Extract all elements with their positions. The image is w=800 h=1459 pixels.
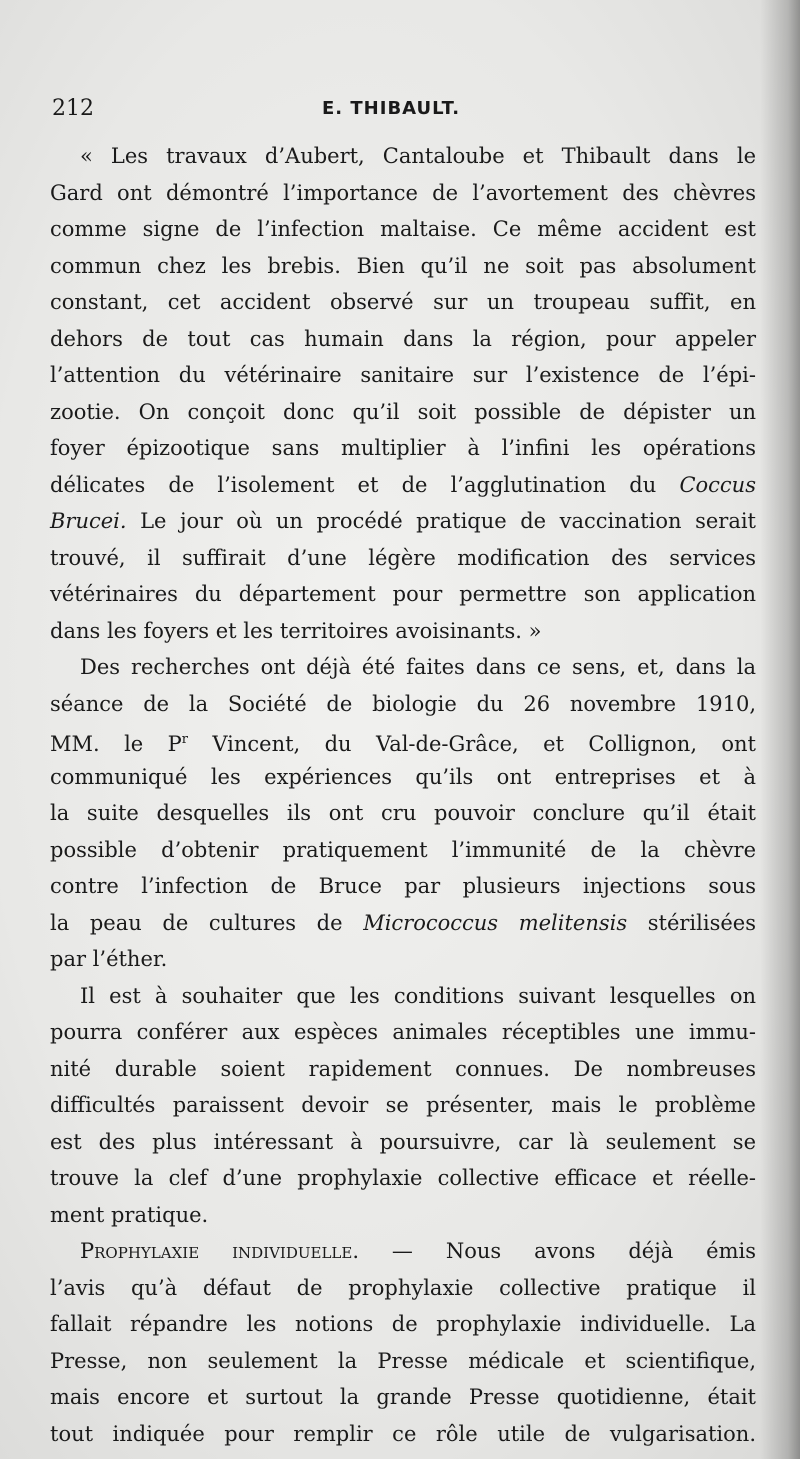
text-line: possible d’obtenir pratiquement l’immunité de la chèvre (50, 837, 756, 862)
text-line: difficultés paraissent devoir se présenter, mais le problème (50, 1093, 756, 1117)
text-line: pourra conférer aux espèces animales réceptibles une immu- (50, 1020, 756, 1044)
text-line: fallait répandre les notions de prophylaxie individuelle. La (50, 1312, 756, 1336)
text-line: communiqué les expériences qu’ils ont entreprises et à (50, 764, 756, 789)
text-line: la suite desquelles ils ont cru pouvoir conclure qu’il était (50, 801, 756, 825)
page-number: 212 (52, 96, 94, 121)
text-line: Gard ont démontré l’importance de l’avortement des chèvres (50, 180, 756, 205)
text-line: nité durable soient rapidement connues. De nombreuses (50, 1056, 756, 1081)
page-header (52, 96, 752, 130)
spine-shadow (760, 0, 800, 1459)
text-line: « Les travaux d’Aubert, Cantaloube et Thibault dans le (80, 144, 756, 168)
italic-term: Brucei. (50, 509, 127, 533)
text-line: Des recherches ont déjà été faites dans ce sens, et, dans la (80, 655, 756, 679)
text-line: trouve la clef d’une prophylaxie collective efficace et réelle- (50, 1166, 756, 1190)
italic-term: Coccus (679, 472, 756, 497)
text-line: dans les foyers et les territoires avoisinants. » (50, 618, 542, 643)
text-run: délicates de l’isolement et de l’agglutination du (50, 472, 657, 497)
text-line: foyer épizootique sans multiplier à l’infini les opérations (50, 436, 756, 460)
text-line-with-italic (50, 467, 756, 504)
text-run: la peau de cultures de (50, 910, 343, 935)
text-line-with-italic (50, 503, 756, 540)
text-line: mais encore et surtout la grande Presse quotidienne, était (50, 1385, 756, 1409)
text-line: constant, cet accident observé sur un troupeau suffit, en (50, 290, 756, 314)
text-line: l’avis qu’à défaut de prophylaxie collective pratique il (50, 1275, 756, 1300)
superscript: r (181, 732, 188, 747)
text-line: vétérinaires du département pour permettre son application (50, 582, 756, 606)
running-head: E. THIBAULT. (322, 98, 461, 119)
body-text (50, 138, 756, 1452)
italic-term: Micrococcus melitensis (363, 910, 628, 935)
text-line: dehors de tout cas humain dans la région, pour appeler (50, 326, 756, 351)
text-line: Il est à souhaiter que les conditions suivant lesquelles on (80, 983, 756, 1008)
text-line: commun chez les brebis. Bien qu’il ne soit pas absolument (50, 253, 756, 278)
text-run: stérilisées (627, 910, 756, 935)
text-run: Le jour où un procédé pratique de vaccination serait (126, 509, 756, 533)
text-line: comme signe de l’infection maltaise. Ce même accident est (50, 217, 756, 241)
text-line: tout indiquée pour remplir ce rôle utile de vulgarisation. (50, 1421, 756, 1446)
text-line-with-heading (50, 1233, 756, 1270)
text-run: Vincent, du Val-de-Grâce, et Collignon, ont (187, 732, 756, 756)
section-heading: Prophylaxie individuelle. (80, 1239, 359, 1263)
text-line: contre l’infection de Bruce par plusieurs injections sous (50, 874, 756, 898)
text-line: séance de la Société de biologie du 26 novembre 1910, (50, 691, 756, 716)
text-line: zootie. On conçoit donc qu’il soit possible de dépister un (50, 399, 756, 424)
text-line: l’attention du vétérinaire sanitaire sur l’existence de l’épi- (50, 363, 756, 387)
text-line: trouvé, il suffirait d’une légère modification des services (50, 545, 756, 570)
text-line: est des plus intéressant à poursuivre, car là seulement se (50, 1129, 756, 1154)
text-run: MM. le P (50, 732, 182, 756)
text-line: ment pratique. (50, 1202, 209, 1227)
text-line: par l’éther. (50, 947, 168, 971)
text-line-with-italic (50, 905, 756, 942)
text-line: Presse, non seulement la Presse médicale et scientifique, (50, 1348, 756, 1373)
text-line-with-superscript (50, 722, 756, 759)
text-run: — Nous avons déjà émis (359, 1239, 756, 1263)
